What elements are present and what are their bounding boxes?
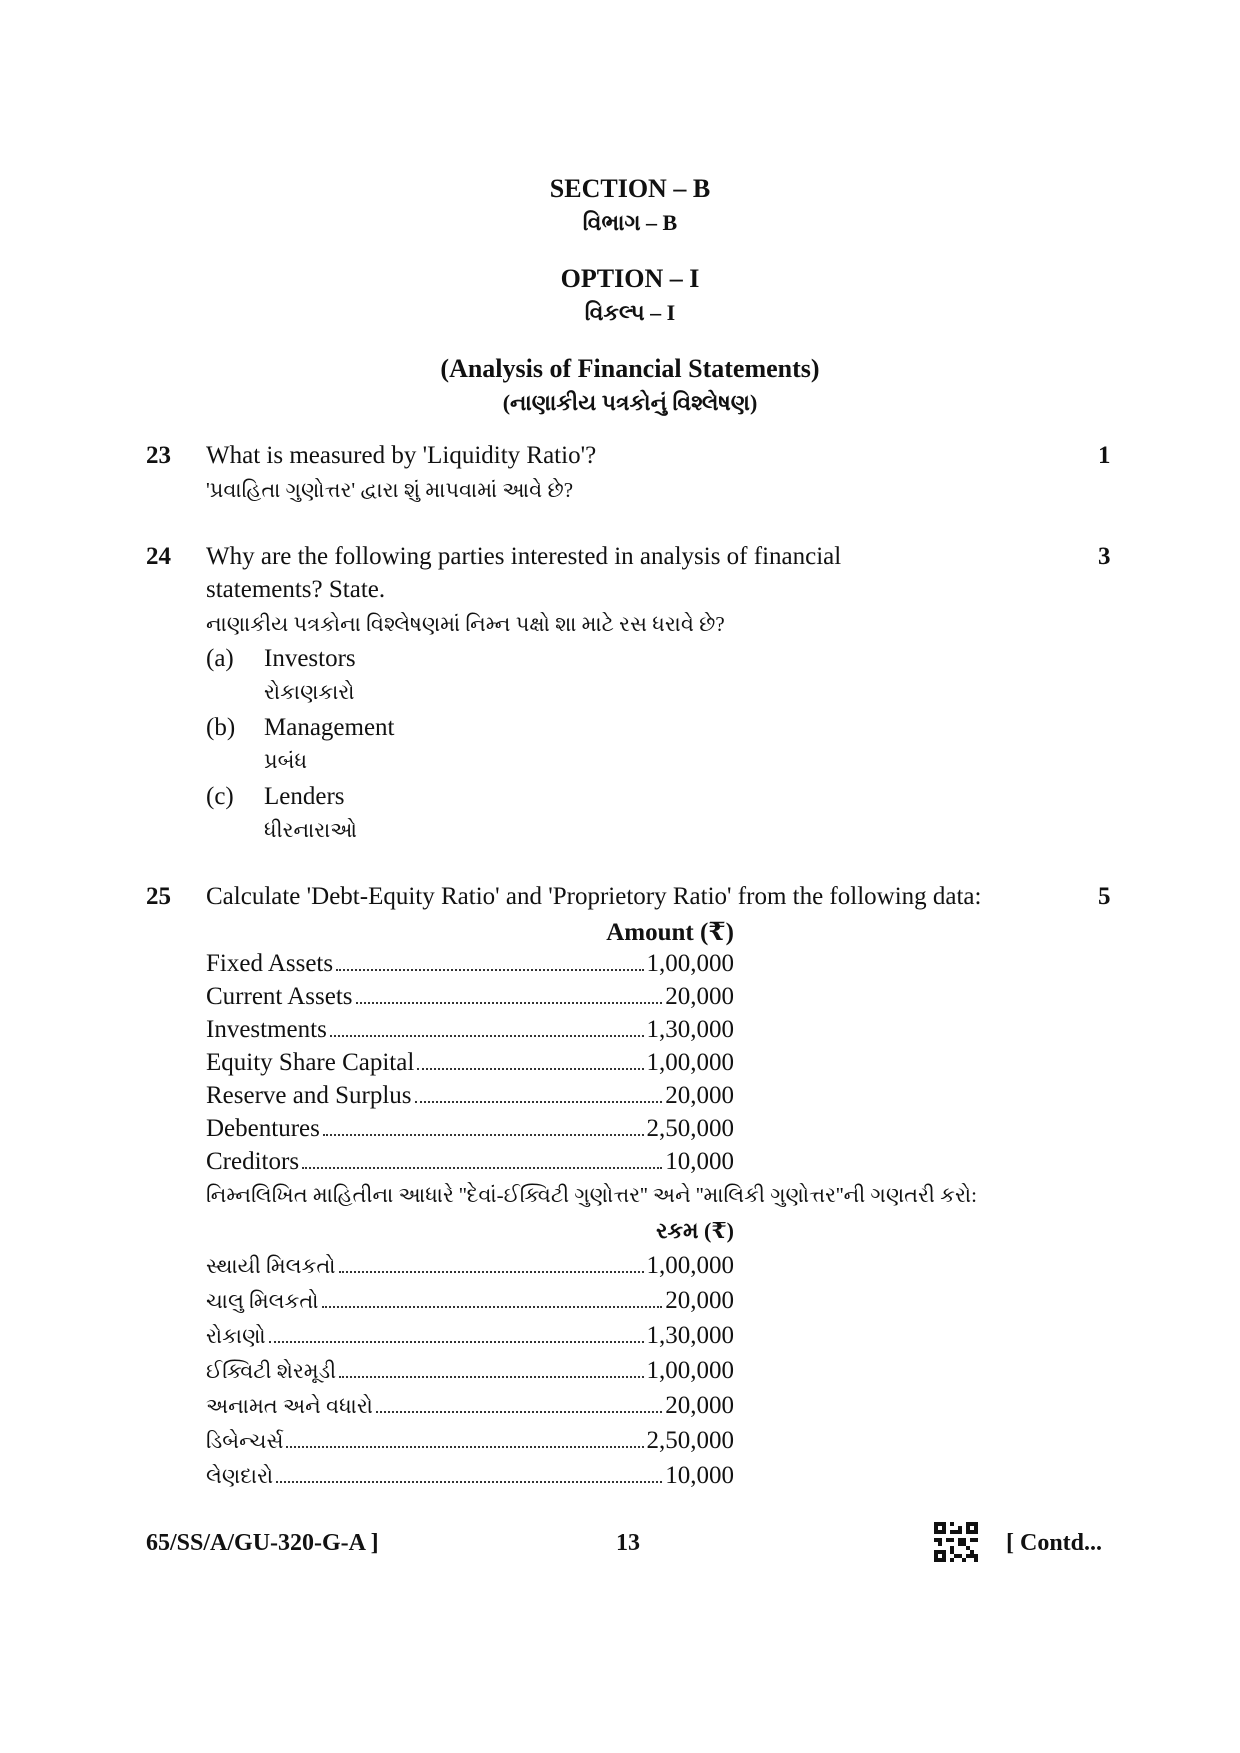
data-row: [206, 1049, 734, 1077]
row-label: લેણદારો: [206, 1464, 274, 1488]
row-label: Debentures: [206, 1115, 320, 1142]
option-text-gujarati: પ્રબંધ: [264, 749, 308, 773]
option-text: Management: [264, 714, 395, 741]
leader-dots: [276, 1481, 662, 1483]
question-marks: 1: [1098, 442, 1111, 469]
question-text-gujarati: 'પ્રવાહિતા ગુણોત્તર' દ્વારા શું માપવામાં આવે છે?: [206, 478, 574, 502]
leader-dots: [286, 1446, 643, 1448]
row-label: Reserve and Surplus: [206, 1082, 412, 1109]
data-row: [206, 1392, 734, 1420]
question-number: 24: [146, 543, 171, 570]
data-row: [206, 1287, 734, 1315]
row-label: સ્થાયી મિલકતો: [206, 1254, 336, 1278]
option-label: (b): [206, 714, 236, 741]
amount-header-gujarati: રકમ (₹): [656, 1218, 734, 1243]
row-value: 2,50,000: [646, 1427, 734, 1454]
leader-dots: [356, 1002, 663, 1004]
continued-label: [ Contd...: [1006, 1530, 1103, 1556]
data-row: [206, 1357, 734, 1385]
amount-header: Amount (₹): [606, 919, 734, 946]
row-value: 10,000: [665, 1462, 734, 1489]
leader-dots: [330, 1035, 644, 1037]
row-label: ડિબેન્ચર્સ: [206, 1429, 284, 1453]
question-number: 25: [146, 883, 171, 910]
leader-dots: [302, 1167, 662, 1169]
data-row: [206, 1252, 734, 1280]
row-label: રોકાણો: [206, 1324, 266, 1348]
row-label: Investments: [206, 1016, 327, 1043]
row-label: Creditors: [206, 1148, 300, 1175]
subject-title-gujarati: (નાણાકીય પત્રકોનું વિશ્લેષણ): [502, 390, 758, 415]
row-label: Current Assets: [206, 983, 353, 1010]
subject-title: (Analysis of Financial Statements): [440, 354, 820, 383]
leader-dots: [339, 1271, 644, 1273]
row-value: 1,30,000: [646, 1322, 734, 1349]
question-marks: 3: [1098, 543, 1111, 570]
row-value: 1,00,000: [646, 1049, 734, 1076]
question-number: 23: [146, 442, 171, 469]
row-value: 1,30,000: [646, 1016, 734, 1043]
data-row: [206, 1462, 734, 1490]
qr-code-icon: [934, 1522, 978, 1562]
row-label: Fixed Assets: [206, 950, 334, 977]
data-row: [206, 983, 734, 1011]
row-value: 20,000: [665, 1287, 734, 1314]
leader-dots: [323, 1134, 644, 1136]
leader-dots: [376, 1411, 662, 1413]
row-value: 1,00,000: [646, 950, 734, 977]
option-label: (a): [206, 645, 234, 672]
paper-code: 65/SS/A/GU-320-G-A ]: [146, 1530, 379, 1556]
question-text-gujarati: નિમ્નલિખિત માહિતીના આધારે ''દેવાં-ઈક્વિટી ગુણોત્તર'' અને ''માલિકી ગુણોત્તર''ની ગણતરી કરો:: [206, 1183, 977, 1207]
data-row: [206, 1082, 734, 1110]
option-text-gujarati: રોકાણકારો: [264, 680, 355, 704]
question-text: Calculate 'Debt-Equity Ratio' and 'Proprietory Ratio' from the following data:: [206, 883, 982, 910]
section-title-gujarati: વિભાગ – B: [582, 210, 678, 235]
data-row: [206, 1115, 734, 1143]
leader-dots: [322, 1306, 663, 1308]
option-title: OPTION – I: [560, 264, 700, 293]
row-value: 20,000: [665, 983, 734, 1010]
leader-dots: [339, 1376, 643, 1378]
question-marks: 5: [1098, 883, 1111, 910]
leader-dots: [269, 1341, 644, 1343]
option-text: Lenders: [264, 783, 345, 810]
data-row: [206, 1322, 734, 1350]
row-value: 2,50,000: [646, 1115, 734, 1142]
option-title-gujarati: વિકલ્પ – I: [584, 300, 676, 325]
data-row: [206, 1016, 734, 1044]
row-label: Equity Share Capital: [206, 1049, 415, 1076]
option-label: (c): [206, 783, 234, 810]
data-row: [206, 1148, 734, 1176]
row-value: 1,00,000: [646, 1357, 734, 1384]
leader-dots: [336, 969, 643, 971]
question-text: statements? State.: [206, 576, 386, 603]
section-title: SECTION – B: [549, 174, 711, 203]
row-label: ચાલુ મિલકતો: [206, 1289, 319, 1313]
row-value: 1,00,000: [646, 1252, 734, 1279]
option-text: Investors: [264, 645, 356, 672]
option-text-gujarati: ધીરનારાઓ: [264, 818, 357, 842]
question-text: Why are the following parties interested in analysis of financial: [206, 543, 842, 570]
page-number: 13: [616, 1530, 640, 1556]
leader-dots: [415, 1101, 663, 1103]
data-row: [206, 1427, 734, 1455]
row-value: 10,000: [665, 1148, 734, 1175]
row-value: 20,000: [665, 1392, 734, 1419]
question-text: What is measured by 'Liquidity Ratio'?: [206, 442, 597, 469]
data-row: [206, 950, 734, 978]
row-label: ઈક્વિટી શેરમૂડી: [206, 1359, 337, 1383]
leader-dots: [417, 1068, 643, 1070]
row-label: અનામત અને વધારો: [206, 1394, 373, 1418]
row-value: 20,000: [665, 1082, 734, 1109]
question-text-gujarati: નાણાકીય પત્રકોના વિશ્લેષણમાં નિમ્ન પક્ષો શા માટે રસ ધરાવે છે?: [206, 612, 725, 636]
